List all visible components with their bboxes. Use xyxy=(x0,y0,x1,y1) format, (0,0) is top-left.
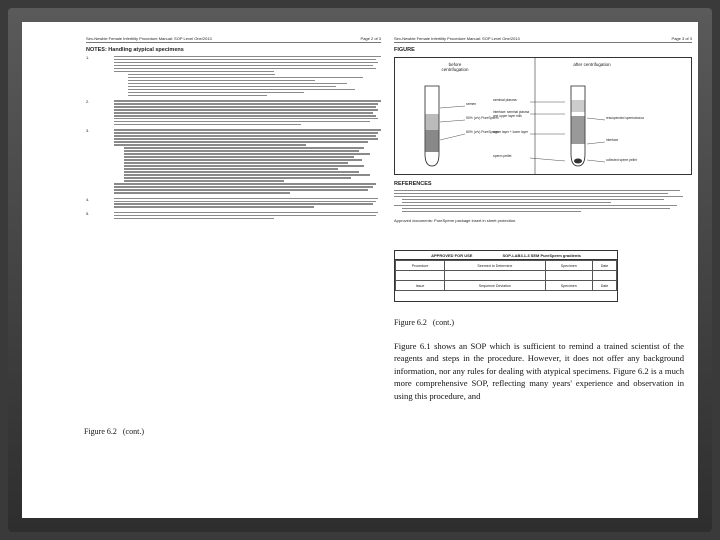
right-caption-note: (cont.) xyxy=(432,318,454,327)
left-document-page xyxy=(86,36,381,488)
left-header-page: Page 2 of 3 xyxy=(360,36,381,41)
approval-header xyxy=(395,251,617,260)
note-item-3 xyxy=(86,129,381,193)
table-cell: Procedure xyxy=(396,261,445,271)
table-row xyxy=(396,261,617,271)
label-80-puresperm: 80% (v/v) PureSperm xyxy=(466,130,499,134)
left-caption-note: (cont.) xyxy=(122,427,144,436)
notes-section-title: NOTES: Handling atypical specimens xyxy=(86,47,184,53)
note-item-1 xyxy=(86,56,381,96)
label-interface-plasma: interface: seminal plasma and upper layer milk xyxy=(493,110,530,118)
label-interface: interface xyxy=(606,138,619,142)
table-cell: Issue xyxy=(396,281,445,291)
label-layers: upper layer + lower layer xyxy=(493,130,528,134)
references-title: REFERENCES xyxy=(394,181,432,187)
after-label: after centrifugation xyxy=(573,62,611,67)
label-resuspended: resuspended spermatozoa xyxy=(606,116,644,120)
left-figure-caption xyxy=(84,427,144,436)
table-cell: Specimen xyxy=(545,261,592,271)
approved-documents: Approved documents: PureSperm package insert in sheet protection. xyxy=(394,218,517,224)
label-collected-pellet: collected sperm pellet xyxy=(606,158,637,162)
note-number-4: 4. xyxy=(86,196,90,202)
left-page-header xyxy=(86,36,381,43)
right-header-page: Page 3 of 3 xyxy=(671,36,692,41)
tube-before-icon xyxy=(425,86,465,166)
table-cell: Specimen xyxy=(545,281,592,291)
table-cell: Seemed to Determine xyxy=(445,261,545,271)
before-label: before centrifugation xyxy=(441,62,469,72)
right-header-title: Sex-Newbie Female Infertility Procedure Manual: SOP Level One/2013 xyxy=(394,36,520,41)
label-seminal-plasma: seminal plasma xyxy=(493,98,517,102)
right-document-page xyxy=(394,36,692,302)
note-number-2: 2. xyxy=(86,99,90,105)
note-item-5 xyxy=(86,212,381,219)
tube-after-icon xyxy=(530,86,605,166)
note-number-5: 5. xyxy=(86,210,90,216)
note-number-3: 3. xyxy=(86,128,90,134)
slide xyxy=(22,22,698,518)
figure-label: FIGURE xyxy=(394,47,415,53)
table-cell: Date xyxy=(592,281,616,291)
approved-for-use-label: APPROVED FOR USE xyxy=(431,252,473,258)
table-row xyxy=(396,271,617,281)
right-caption-figure: Figure 6.2 xyxy=(394,318,427,327)
label-90-puresperm: 90% (v/v) PureSperm xyxy=(466,116,499,120)
label-semen: semen xyxy=(466,102,477,106)
left-header-title: Sex-Newbie Female Infertility Procedure Manual: SOP Level One/2013 xyxy=(86,36,212,41)
label-sperm-pellet: sperm pellet xyxy=(493,154,512,158)
table-cell: Date xyxy=(592,261,616,271)
approval-block xyxy=(394,250,618,302)
approval-table xyxy=(395,260,617,291)
note-item-4 xyxy=(86,198,381,208)
right-figure-caption xyxy=(394,318,454,327)
left-caption-figure: Figure 6.2 xyxy=(84,427,117,436)
note-item-2 xyxy=(86,100,381,125)
table-row xyxy=(396,281,617,291)
note-number-1: 1. xyxy=(86,55,90,60)
references-list xyxy=(394,190,692,212)
right-page-header xyxy=(394,36,692,43)
commentary-paragraph: Figure 6.1 shows an SOP which is sufficient to remind a trained scientist of the reagents and steps in the procedure. However, it does not offer any background information, nor any rules for dealing with atypical specimens. Figure 6.2 is a much more comprehensive SOP, reflecting many years' experience and observation in using this procedure, and xyxy=(394,341,684,401)
approval-code: SOP-LAB3.1-3 SEM PureSperm gradients xyxy=(502,252,581,258)
centrifugation-diagram xyxy=(394,57,692,175)
table-cell: Sequence Deviation xyxy=(445,281,545,291)
